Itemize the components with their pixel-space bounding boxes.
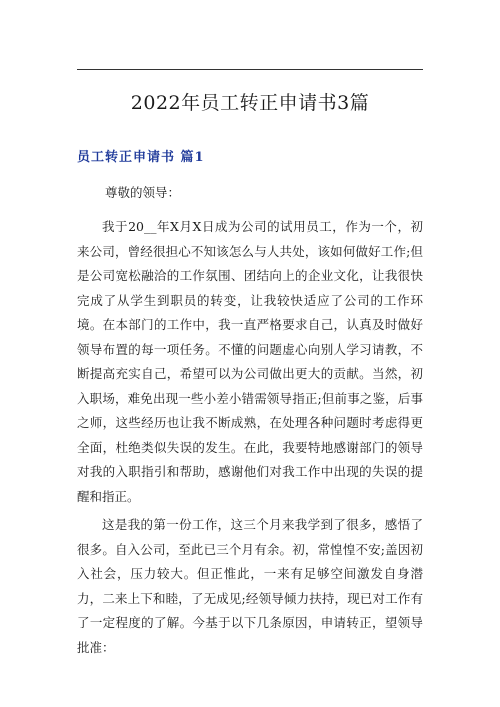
greeting: 尊敬的领导：	[105, 185, 181, 200]
body-paragraph: 这是我的第一份工作，这三个月来我学到了很多，感悟了很多。自入公司，至此已三个月有余。初，常惶惶不安;盖因初入社会，压力较大。但正惟此，一来有足够空间激发自身潜力，二来上下和睦，了无成见;经领导倾力扶持，现已对工作有了一定程度的了解。今基于以下几条原因，申请转正，望领导批准：	[77, 517, 423, 655]
document-title: 2022年员工转正申请书3篇	[130, 92, 370, 114]
body-paragraph: 我于20__年X月X日成为公司的试用员工，作为一个，初来公司，曾经很担心不知该怎么与人共处，该如何做好工作;但是公司宽松融洽的工作氛围、团结向上的企业文化，让我很快完成了从学生到职员的转变，让我较快适应了公司的工作环境。在本部门的工作中，我一直严格要求自己，认真及时做好领导布置的每一项任务。不懂的问题虚心向别人学习请教，不断提高充实自己，希望可以为公司做出更大的贡献。当然，初入职场，难免出现一些小差小错需领导指正;但前事之鉴，后事之师，这些经历也让我不断成熟，在处理各种问题时考虑得更全面，杜绝类似失误的发生。在此，我要特地感谢部门的领导对我的入职指引和帮助，感谢他们对我工作中出现的失误的提醒和指正。	[77, 219, 423, 504]
top-divider	[77, 69, 423, 70]
section-heading: 员工转正申请书 篇1	[77, 150, 205, 165]
